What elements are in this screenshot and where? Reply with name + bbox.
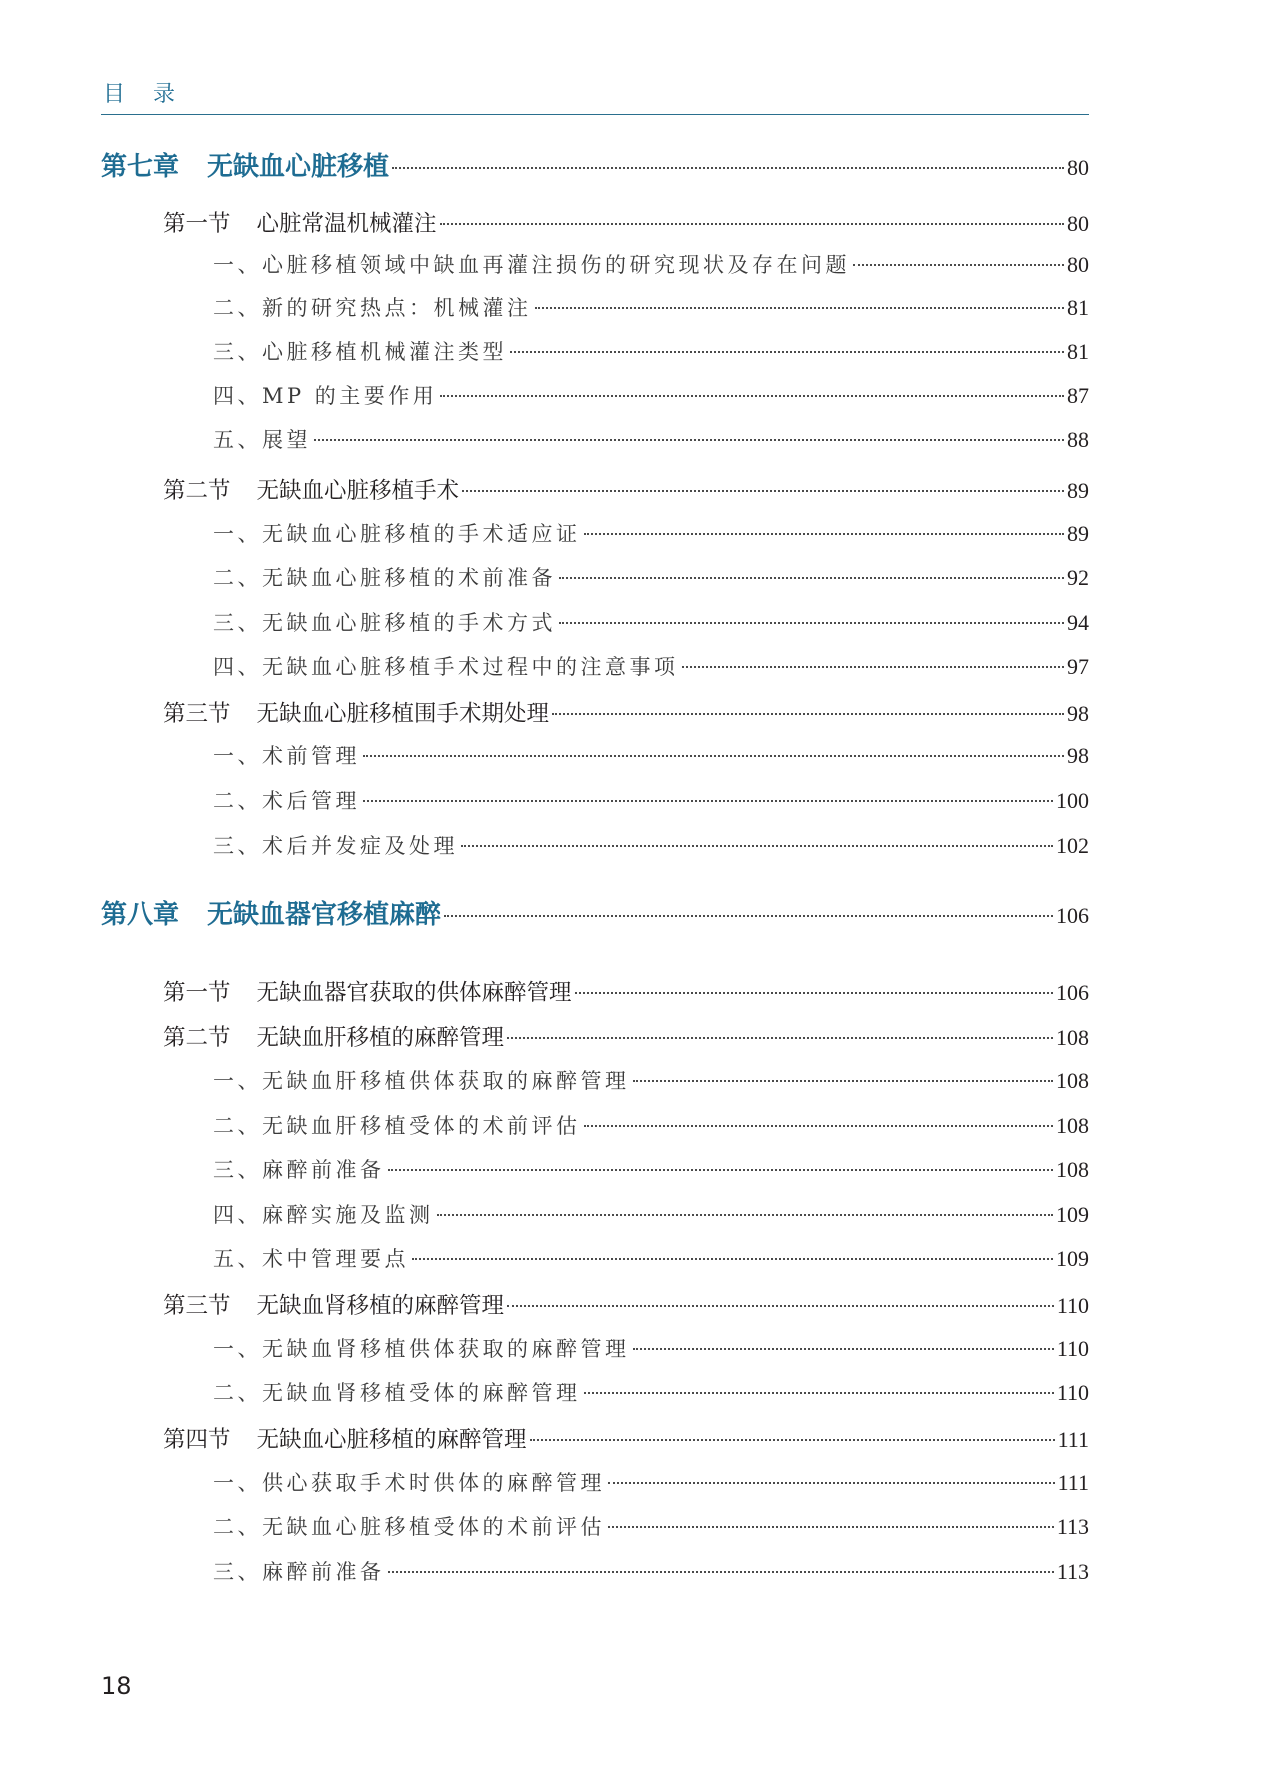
toc-item[interactable] [101, 1511, 1089, 1541]
item-label: 一、供心获取手术时供体的麻醉管理 [213, 1471, 605, 1495]
page-ref: 108 [1056, 1113, 1089, 1138]
dot-leader [392, 167, 1064, 169]
page-ref: 81 [1067, 339, 1089, 364]
item-label: 一、术前管理 [213, 744, 360, 768]
page-ref: 108 [1056, 1025, 1089, 1050]
toc-item[interactable] [101, 518, 1089, 548]
dot-leader [388, 1169, 1054, 1171]
dot-leader [530, 1439, 1055, 1441]
section-heading [163, 206, 437, 238]
dot-leader [608, 1526, 1054, 1528]
item-label: 一、无缺血心脏移植的手术适应证 [213, 522, 581, 546]
toc-item[interactable] [101, 1199, 1089, 1229]
dot-leader [633, 1080, 1054, 1082]
page-ref: 80 [1067, 252, 1089, 277]
page-ref: 111 [1057, 1427, 1089, 1452]
section-number: 第二节 [163, 1025, 231, 1051]
chapter-title: 无缺血器官移植麻醉 [207, 900, 442, 930]
dot-leader [633, 1348, 1054, 1350]
dot-leader [535, 307, 1065, 309]
item-label: 四、MP 的主要作用 [213, 384, 438, 408]
chapter-heading [101, 146, 389, 183]
toc-item[interactable] [101, 607, 1089, 637]
section-title: 无缺血心脏移植手术 [256, 478, 460, 504]
dot-leader [682, 666, 1065, 668]
page-ref: 111 [1057, 1470, 1089, 1495]
toc-item[interactable] [101, 1467, 1089, 1497]
section-number: 第一节 [163, 211, 231, 237]
toc-item[interactable] [101, 1556, 1089, 1586]
toc-item[interactable] [101, 785, 1089, 815]
toc-item[interactable] [101, 1243, 1089, 1273]
page-ref: 102 [1056, 833, 1089, 858]
page-ref: 108 [1056, 1068, 1089, 1093]
page-ref: 113 [1056, 1559, 1089, 1584]
page-ref: 89 [1067, 521, 1089, 546]
toc-item[interactable] [101, 336, 1089, 366]
item-label: 二、新的研究热点：机械灌注 [213, 296, 532, 320]
section-heading [163, 1288, 504, 1320]
page-ref: 110 [1056, 1380, 1089, 1405]
toc-item[interactable] [101, 292, 1089, 322]
toc-item[interactable] [101, 1065, 1089, 1095]
item-label: 二、无缺血肾移植受体的麻醉管理 [213, 1381, 581, 1405]
section-title: 无缺血肾移植的麻醉管理 [256, 1293, 505, 1319]
dot-leader [314, 439, 1064, 441]
toc-chapter-7[interactable] [101, 146, 1089, 183]
dot-leader [440, 223, 1064, 225]
toc-section[interactable] [101, 1422, 1089, 1454]
chapter-number: 第七章 [101, 152, 180, 182]
item-label: 一、无缺血肝移植供体获取的麻醉管理 [213, 1069, 630, 1093]
page-ref: 100 [1056, 788, 1089, 813]
toc-item[interactable] [101, 249, 1089, 279]
section-title: 无缺血肝移植的麻醉管理 [256, 1025, 505, 1051]
section-title: 无缺血心脏移植的麻醉管理 [256, 1427, 527, 1453]
page-ref: 106 [1056, 980, 1089, 1005]
page-ref: 98 [1067, 743, 1089, 768]
item-label: 五、术中管理要点 [213, 1247, 409, 1271]
item-label: 二、无缺血肝移植受体的术前评估 [213, 1114, 581, 1138]
item-label: 三、心脏移植机械灌注类型 [213, 340, 507, 364]
toc-item[interactable] [101, 651, 1089, 681]
item-label: 三、麻醉前准备 [213, 1560, 385, 1584]
page-ref: 109 [1056, 1246, 1089, 1271]
toc-section[interactable] [101, 206, 1089, 238]
section-heading [163, 975, 572, 1007]
item-label: 二、无缺血心脏移植的术前准备 [213, 566, 556, 590]
item-label: 三、术后并发症及处理 [213, 834, 458, 858]
dot-leader [552, 713, 1064, 715]
chapter-title: 无缺血心脏移植 [207, 152, 390, 182]
toc-item[interactable] [101, 1154, 1089, 1184]
dot-leader [388, 1571, 1054, 1573]
page-ref: 80 [1067, 155, 1089, 180]
section-heading [163, 473, 459, 505]
dot-leader [853, 264, 1064, 266]
item-label: 一、心脏移植领域中缺血再灌注损伤的研究现状及存在问题 [213, 253, 850, 277]
section-title: 无缺血器官获取的供体麻醉管理 [256, 980, 572, 1006]
chapter-heading [101, 894, 441, 931]
section-number: 第二节 [163, 478, 231, 504]
dot-leader [559, 622, 1064, 624]
toc-item[interactable] [101, 1333, 1089, 1363]
section-number: 第三节 [163, 1293, 231, 1319]
dot-leader [444, 915, 1053, 917]
section-heading [163, 1020, 504, 1052]
page-ref: 113 [1056, 1514, 1089, 1539]
toc-item[interactable] [101, 1110, 1089, 1140]
dot-leader [462, 490, 1064, 492]
section-heading [163, 696, 549, 728]
toc-section[interactable] [101, 1020, 1089, 1052]
item-label: 二、无缺血心脏移植受体的术前评估 [213, 1515, 605, 1539]
item-label: 三、麻醉前准备 [213, 1158, 385, 1182]
dot-leader [559, 577, 1064, 579]
page-ref: 106 [1056, 903, 1089, 928]
dot-leader [437, 1214, 1054, 1216]
dot-leader [507, 1037, 1053, 1039]
chapter-number: 第八章 [101, 900, 180, 930]
item-label: 五、展望 [213, 428, 311, 452]
page-ref: 80 [1067, 211, 1089, 236]
item-label: 三、无缺血心脏移植的手术方式 [213, 611, 556, 635]
page-ref: 97 [1067, 654, 1089, 679]
running-header [101, 74, 1089, 115]
item-label: 四、麻醉实施及监测 [213, 1203, 434, 1227]
section-number: 第一节 [163, 980, 231, 1006]
dot-leader [575, 992, 1053, 994]
page-ref: 110 [1056, 1293, 1089, 1318]
dot-leader [461, 845, 1053, 847]
page-ref: 81 [1067, 295, 1089, 320]
dot-leader [584, 533, 1065, 535]
toc-section[interactable] [101, 696, 1089, 728]
page-ref: 108 [1056, 1157, 1089, 1182]
dot-leader [608, 1482, 1055, 1484]
section-heading [163, 1422, 527, 1454]
section-title: 心脏常温机械灌注 [256, 211, 437, 237]
dot-leader [584, 1125, 1054, 1127]
dot-leader [507, 1305, 1054, 1307]
page-ref: 110 [1056, 1336, 1089, 1361]
header-title: 目录 [103, 82, 204, 107]
toc-item[interactable] [101, 740, 1089, 770]
toc-item[interactable] [101, 562, 1089, 592]
item-label: 四、无缺血心脏移植手术过程中的注意事项 [213, 655, 679, 679]
section-number: 第三节 [163, 701, 231, 727]
dot-leader [510, 351, 1064, 353]
dot-leader [440, 395, 1064, 397]
page-number: 18 [101, 1672, 132, 1700]
section-number: 第四节 [163, 1427, 231, 1453]
toc-section[interactable] [101, 1288, 1089, 1320]
page-ref: 98 [1067, 701, 1089, 726]
page-ref: 87 [1067, 383, 1089, 408]
toc-item[interactable] [101, 380, 1089, 410]
dot-leader [363, 800, 1053, 802]
dot-leader [363, 755, 1064, 757]
item-label: 一、无缺血肾移植供体获取的麻醉管理 [213, 1337, 630, 1361]
toc-section[interactable] [101, 473, 1089, 505]
item-label: 二、术后管理 [213, 789, 360, 813]
section-title: 无缺血心脏移植围手术期处理 [256, 701, 550, 727]
page-ref: 92 [1067, 565, 1089, 590]
toc-item[interactable] [101, 1377, 1089, 1407]
toc-item[interactable] [101, 424, 1089, 454]
page-ref: 109 [1056, 1202, 1089, 1227]
toc-section[interactable] [101, 975, 1089, 1007]
dot-leader [584, 1392, 1054, 1394]
toc-item[interactable] [101, 830, 1089, 860]
page-ref: 94 [1067, 610, 1089, 635]
page-ref: 89 [1067, 478, 1089, 503]
page-ref: 88 [1067, 427, 1089, 452]
toc-chapter-8[interactable] [101, 894, 1089, 931]
dot-leader [412, 1258, 1053, 1260]
